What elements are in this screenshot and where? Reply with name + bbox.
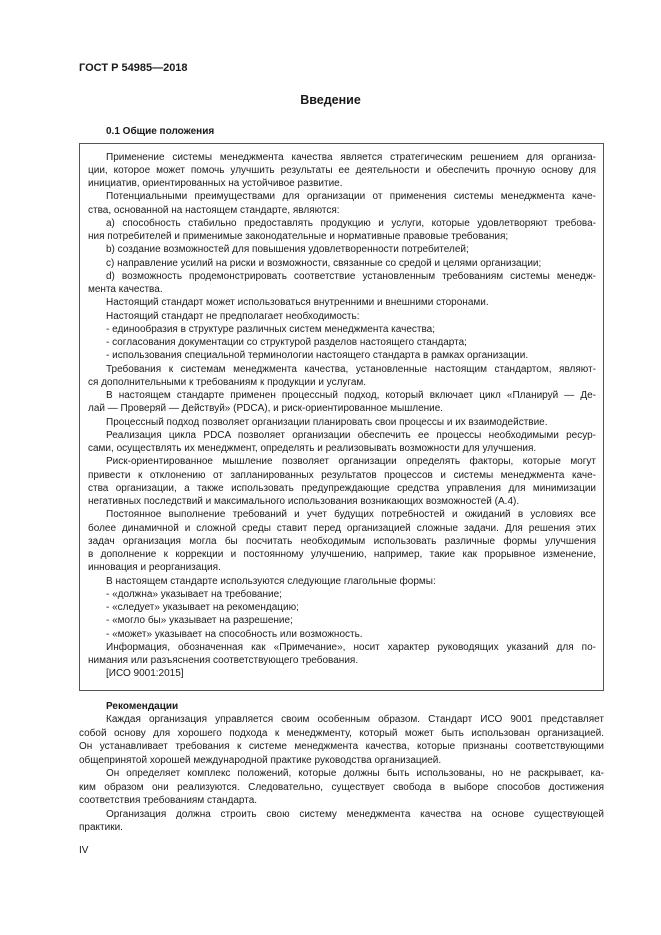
box-line: Риск-ориентированное мышление позволяет организации определять факторы, которые могут [106,456,596,468]
box-line: d) возможность продемонстрировать соответствие установленным требованиям системы менедж- [106,270,596,282]
box-line: Реализация цикла PDCA позволяет организации обеспечить ее процессы необходимыми ресур- [106,429,596,441]
box-line: ства, основанной на настоящем стандарте, являются: [88,204,340,216]
box-line: ся дополнительными к требованиям к продукции и услугам. [88,376,367,388]
page-title: Введение [300,93,361,107]
page-number: IV [79,845,89,856]
recommendation-line: Он определяет комплекс положений, которые должны быть использованы, но не раскрывает, ка- [106,768,604,779]
recommendation-line: Каждая организация управляется своим особенным образом. Стандарт ИСО 9001 представляет [106,714,604,725]
recommendation-line: Организация должна строить свою систему менеджмента качества на основе существующей [106,808,604,820]
box-line: Настоящий стандарт может использоваться внутренними и внешними сторонами. [106,297,489,309]
box-line: - единообразия в структуре различных систем менеджмента качества; [106,323,435,335]
box-line: Постоянное выполнение требований и учет будущих потребностей и ожиданий в условиях все [106,509,596,521]
box-line: Настоящий стандарт не предполагает необходимость: [106,310,360,322]
box-line: лай — Проверяй — Действуй» (PDCA), и риск-ориентированное мышление. [88,403,444,415]
box-line: Потенциальными преимуществами для организации от применения системы менеджмента каче- [106,191,596,203]
box-line: - «следует» указывает на рекомендацию; [106,602,299,613]
recommendation-line: общепринятой хорошей международной практике руководства организацией. [79,754,442,766]
box-line: Процессный подход позволяет организации планировать свои процессы и их взаимодействие. [106,416,548,428]
box-line: более динамичной и сложной среды ставит перед организацией сложные задачи. Для решения этих [88,522,596,534]
box-line: нимания или разъяснения соответствующего требования. [88,655,359,666]
recommendations-heading: Рекомендации [106,701,179,712]
box-line: - «могло бы» указывает на разрешение; [106,615,293,627]
box-line: задач организация могла бы посчитать необходимым использовать различные формы улучшения [88,535,596,547]
box-line: b) создание возможностей для повышения удовлетворенности потребителей; [106,244,469,256]
box-line: В настоящем стандарте применен процессный подход, который включает цикл «Планируй — Де- [106,390,596,401]
box-line: привести к отклонению от запланированных результатов процессов и системы менеджмента каче- [88,469,596,481]
box-line: в дополнение к коррекции и постоянному улучшению, например, такие как прорывное изменение, [88,549,596,560]
box-line: ния потребителей и применимые законодательные и нормативные правовые требования; [88,231,509,242]
recommendation-line: практики. [79,822,123,833]
box-line: a) способность стабильно предоставлять продукцию и услуги, которые удовлетворяют требова- [106,217,596,229]
box-line: инициатив, ориентированных на устойчивое развитие. [88,178,343,189]
box-line: сами, осуществлять их менеджмент, определять и реализовывать возможности для улучшения. [88,443,537,454]
recommendation-line: Он устанавливает требования к системе менеджмента качества, которые признаны соответствующими [79,741,604,752]
box-line: - согласования документации со структурой разделов настоящего стандарта; [106,337,467,348]
box-line: Информация, обозначенная как «Примечание», носит характер руководящих указаний для по- [106,641,596,653]
box-line: Требования к системам менеджмента качества, установленные настоящим стандартом, являют- [106,363,596,375]
recommendation-line: ким образом они реализуются. Следовательно, существует свобода в выборе способов достижения [79,781,604,793]
box-line: мента качества. [88,284,163,295]
document-header: ГОСТ Р 54985—2018 [79,62,188,74]
box-line: ства организации, а также использовать предупреждающие средства управления для минимизации [88,482,596,494]
box-line: [ИСО 9001:2015] [106,668,184,680]
box-line: инновация и реорганизация. [88,562,221,574]
section-heading: 0.1 Общие положения [106,126,215,137]
box-line: - использования специальной терминологии настоящего стандарта в рамках организации. [106,350,529,362]
box-line: Применение системы менеджмента качества является стратегическим решением для организа- [106,151,596,163]
box-line: - «может» указывает на способность или возможность. [106,628,363,640]
box-line: В настоящем стандарте используются следующие глагольные формы: [106,575,436,587]
recommendation-line: соответствия требованиям стандарта. [79,795,258,806]
recommendation-line: собой основу для хорошего подхода к менеджменту, который может быть использован организацией. [79,727,604,739]
box-line: - «должна» указывает на требование; [106,588,282,600]
box-line: c) направление усилий на риски и возможности, связанные со средой и целями организации; [106,257,542,269]
box-line: ции, которое может помочь улучшить результаты ее деятельности и обеспечить прочную основу для [88,164,596,176]
box-line: негативных последствий и максимального использования возникающих возможностей (A.4). [88,496,520,507]
